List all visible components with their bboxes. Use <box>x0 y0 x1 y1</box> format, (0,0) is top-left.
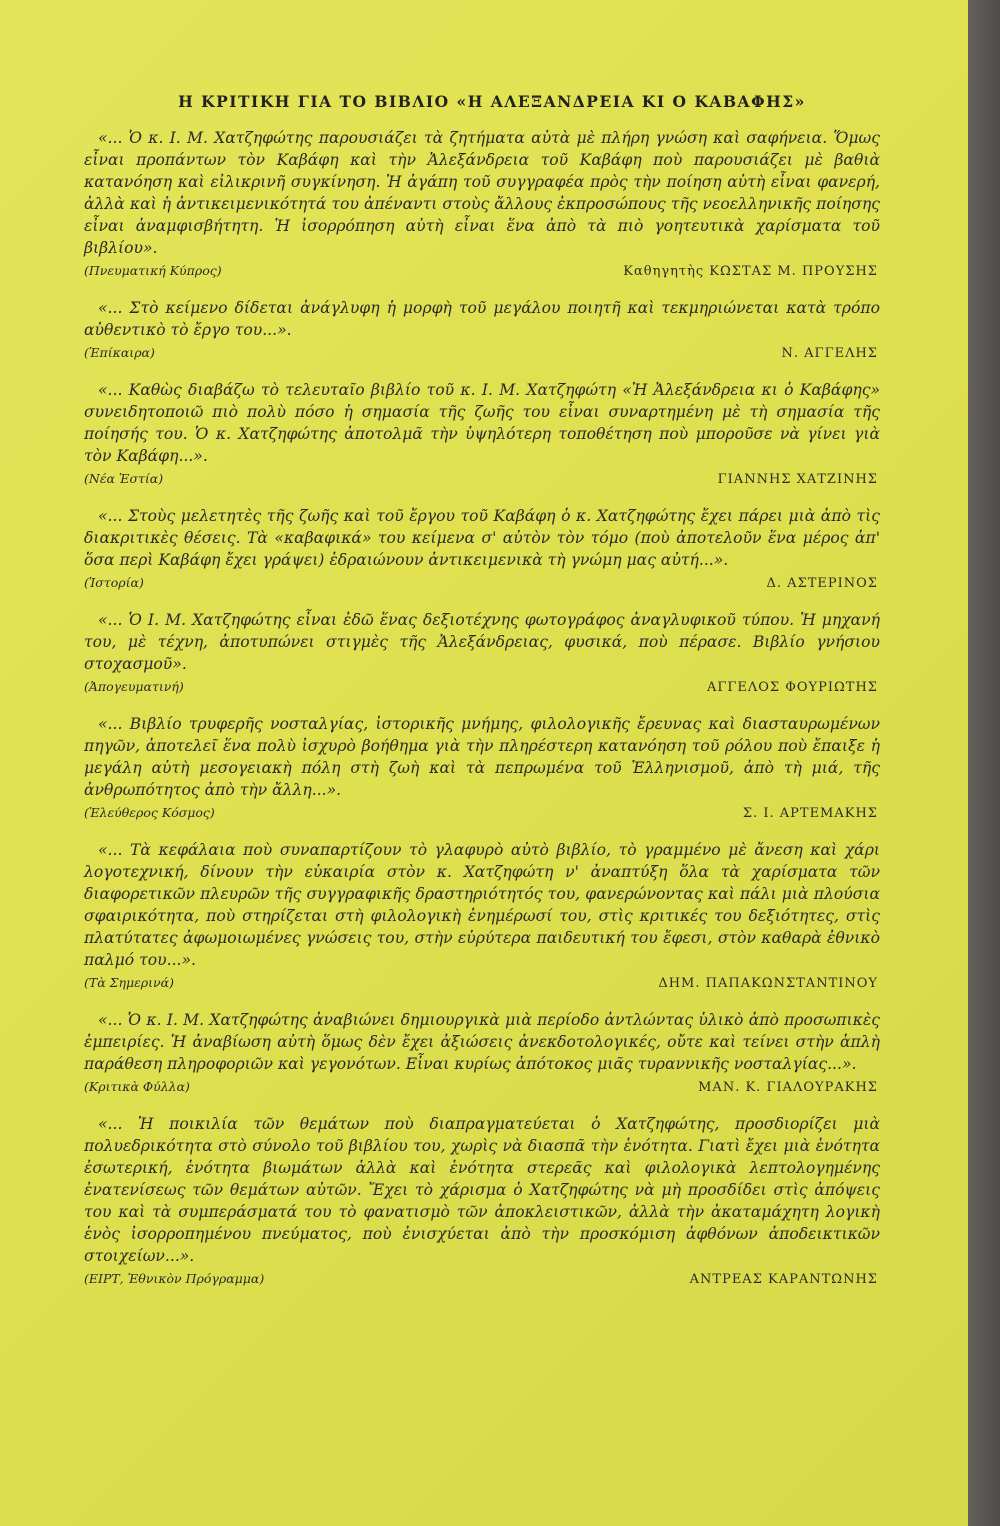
review-critic: Δ. ΑΣΤΕΡΙΝΟΣ <box>766 576 878 591</box>
review-footer <box>84 1271 880 1287</box>
page-title: Η ΚΡΙΤΙΚΗ ΓΙΑ ΤΟ ΒΙΒΛΙΟ «Η ΑΛΕΞΑΝΔΡΕΙΑ ΚΙ Ο ΚΑΒΑΦΗΣ» <box>178 92 806 111</box>
review-8 <box>84 1009 880 1095</box>
review-source: (Ἐλεύθερος Κόσμος) <box>84 805 215 820</box>
review-2 <box>84 297 880 361</box>
review-critic: ΑΝΤΡΕΑΣ ΚΑΡΑΝΤΩΝΗΣ <box>689 1272 878 1287</box>
review-critic: Σ. Ι. ΑΡΤΕΜΑΚΗΣ <box>742 806 878 821</box>
review-critic: ΓΙΑΝΝΗΣ ΧΑΤΖΙΝΗΣ <box>717 472 878 487</box>
review-4 <box>84 505 880 591</box>
review-footer <box>84 345 880 361</box>
review-quote: «... Ἡ ποικιλία τῶν θεμάτων ποὺ διαπραγματεύεται ὁ Χατζηφώτης, προσδιορίζει μιὰ πολυεδρικότητα στὸ σύνολο τοῦ βιβλίου του, χωρὶς νὰ διασπᾶ τὴν ἑνότητα. Γιατὶ ἔχει μιὰ ἑνότητα ἐσωτερική, ἑνότητα βιωμάτων ἀλλὰ καὶ ἑνότητα στερεᾶς καὶ φιλολογικὰ λεπτολογημένης ἐνατενίσεως τῶν θεμάτων αὐτῶν. Ἔχει τὸ χάρισμα ὁ Χατζηφώτης νὰ μὴ προσδίδει στὶς ἀπόψεις του καὶ τὰ συμπεράσματά του τὸ φανατισμὸ τῶν ἀποκλειστικῶν, ἀλλὰ τὴν ἀκαταμάχητη λογικὴ ἑνὸς ἰσορροπημένου πνεύματος, ποὺ ἐνισχύεται ἀπὸ τὴν προσκόμιση ἀφθόνων ἀποδεικτικῶν στοιχείων...». <box>84 1115 880 1265</box>
review-footer <box>84 575 880 591</box>
review-source: (Νέα Ἑστία) <box>84 471 164 486</box>
review-source: (Ἱστορία) <box>84 575 144 590</box>
review-critic: Καθηγητὴς ΚΩΣΤΑΣ Μ. ΠΡΟΥΣΗΣ <box>623 264 878 279</box>
review-quote: «... Ὁ κ. Ι. Μ. Χατζηφώτης παρουσιάζει τὰ ζητήματα αὐτὰ μὲ πλήρη γνώση καὶ σαφήνεια. Ὅμως εἶναι προπάντων τὸν Καβάφη καὶ τὴν Ἀλεξάνδρεια τοῦ Καβάφη ποὺ παρουσιάζει μὲ βαθιὰ κατανόηση καὶ εἰλικρινῆ συγκίνηση. Ἡ ἀγάπη τοῦ συγγραφέα πρὸς τὴν ποίηση αὐτὴ εἶναι φανερή, ἀλλὰ καὶ ἡ ἀντικειμενικότητά του ἀπέναντι στοὺς ἄλλους ἐκπροσώπους τῆς νεοελληνικῆς ποίησης εἶναι ἀναμφισβήτητη. Ἡ ἰσορρόπηση αὐτὴ εἶναι ἕνα ἀπὸ τὰ πιὸ γοητευτικὰ χαρίσματα τοῦ βιβλίου». <box>84 129 880 257</box>
review-9 <box>84 1113 880 1287</box>
review-source: (Πνευματική Κύπρος) <box>84 263 222 278</box>
review-quote: «... Ὁ Ι. Μ. Χατζηφώτης εἶναι ἐδῶ ἕνας δεξιοτέχνης φωτογράφος ἀναγλυφικοῦ τύπου. Ἡ μηχανή του, μὲ τέχνη, ἀποτυπώνει στιγμὲς τῆς Ἀλεξάνδρειας, φυσικά, ποὺ πέρασε. Βιβλίο γνήσιου στοχασμοῦ». <box>84 611 880 673</box>
review-3 <box>84 379 880 487</box>
review-critic: ΑΓΓΕΛΟΣ ΦΟΥΡΙΩΤΗΣ <box>706 680 878 695</box>
review-quote: «... Ὁ κ. Ι. Μ. Χατζηφώτης ἀναβιώνει δημιουργικὰ μιὰ περίοδο ἀντλώντας ὑλικὸ ἀπὸ προσωπικὲς ἐμπειρίες. Ἡ ἀναβίωση αὐτὴ ὅμως δὲν ἔχει ἀξιώσεις ἀνεκδοτολογικές, οὔτε καὶ τείνει στὴν ἁπλὴ παράθεση πληροφοριῶν καὶ γεγονότων. Εἶναι κυρίως ἀπότοκος μιᾶς τυραννικῆς νοσταλγίας...». <box>84 1011 880 1073</box>
review-critic: ΜΑΝ. Κ. ΓΙΑΛΟΥΡΑΚΗΣ <box>698 1080 878 1095</box>
review-quote: «... Καθὼς διαβάζω τὸ τελευταῖο βιβλίο τοῦ κ. Ι. Μ. Χατζηφώτη «Ἡ Ἀλεξάνδρεια κι ὁ Καβάφης» συνειδητοποιῶ πιὸ πολὺ πόσο ἡ σημασία τῆς ζωῆς του εἶναι συναρτημένη μὲ τὴ σημασία τῆς ποίησής του. Ὁ κ. Χατζηφώτης ἀποτολμᾶ τὴν ὑψηλότερη τοποθέτηση ποὺ μποροῦσε νὰ γίνει γιὰ τὸν Καβάφη...». <box>84 381 880 465</box>
review-quote: «... Βιβλίο τρυφερῆς νοσταλγίας, ἱστορικῆς μνήμης, φιλολογικῆς ἔρευνας καὶ διασταυρωμένων πηγῶν, ἀποτελεῖ ἕνα πολὺ ἰσχυρὸ βοήθημα γιὰ τὴν πληρέστερη κατανόηση τοῦ ρόλου ποὺ ἔπαιξε ἡ μεγάλη αὐτὴ μεσογειακὴ πόλη στὴ ζωὴ καὶ τὰ πεπρωμένα τοῦ Ἑλληνισμοῦ, ἀπὸ τὴ μιά, τῆς ἀνθρωπότητος ἀπὸ τὴν ἄλλη...». <box>84 715 880 799</box>
review-footer <box>84 471 880 487</box>
review-footer <box>84 805 880 821</box>
review-source: (ΕΙΡΤ, Ἐθνικὸν Πρόγραμμα) <box>84 1271 265 1286</box>
review-source: (Ἀπογευματινή) <box>84 679 184 694</box>
review-footer <box>84 679 880 695</box>
review-source: (Ἐπίκαιρα) <box>84 345 155 360</box>
review-footer <box>84 263 880 279</box>
review-critic: Ν. ΑΓΓΕΛΗΣ <box>781 346 878 361</box>
review-source: (Κριτικὰ Φύλλα) <box>84 1079 190 1094</box>
review-1 <box>84 127 880 279</box>
review-quote: «... Στοὺς μελετητὲς τῆς ζωῆς καὶ τοῦ ἔργου τοῦ Καβάφη ὁ κ. Χατζηφώτης ἔχει πάρει μιὰ ἀπὸ τὶς διακριτικὲς θέσεις. Τὰ «καβαφικά» του κείμενα σ' αὐτὸν τὸν τόμο (ποὺ ἀποτελοῦν ἕνα μέρος ἀπ' ὅσα περὶ Καβάφη ἔχει γράψει) ἑδραιώνουν ἀντικειμενικὰ τὴ γνώμη μας αὐτή...». <box>84 507 880 569</box>
review-source: (Τὰ Σημερινά) <box>84 975 174 990</box>
review-7 <box>84 839 880 991</box>
review-critic: ΔΗΜ. ΠΑΠΑΚΩΝΣΤΑΝΤΙΝΟΥ <box>658 976 878 991</box>
review-5 <box>84 609 880 695</box>
review-quote: «... Στὸ κείμενο δίδεται ἀνάγλυφη ἡ μορφὴ τοῦ μεγάλου ποιητῆ καὶ τεκμηριώνεται κατὰ τρόπο αὐθεντικὸ τὸ ἔργο του...». <box>84 299 880 339</box>
review-6 <box>84 713 880 821</box>
review-footer <box>84 1079 880 1095</box>
review-footer <box>84 975 880 991</box>
review-quote: «... Τὰ κεφάλαια ποὺ συναπαρτίζουν τὸ γλαφυρὸ αὐτὸ βιβλίο, τὸ γραμμένο μὲ ἄνεση καὶ χάρι λογοτεχνική, δίνουν τὴν εὐκαιρία στὸν κ. Χατζηφώτη ν' ἀναπτύξη ὅλα τὰ χαρίσματα τῶν διαφορετικῶν πλευρῶν τῆς συγγραφικῆς δραστηριότητός του, φανερώνοντας καὶ πάλι μιὰ πλούσια σφαιρικότητα, ποὺ στηρίζεται στὴ φιλολογικὴ ἐνημέρωσί του, στὶς κριτικές του δεξιότητες, στὶς πλατύτατες ἀφωμοιωμένες γνώσεις του, στὴν εὐρύτερα παιδευτική του ἔφεσι, στὸν καθαρὰ ἐθνικὸ παλμό του...». <box>84 841 880 969</box>
